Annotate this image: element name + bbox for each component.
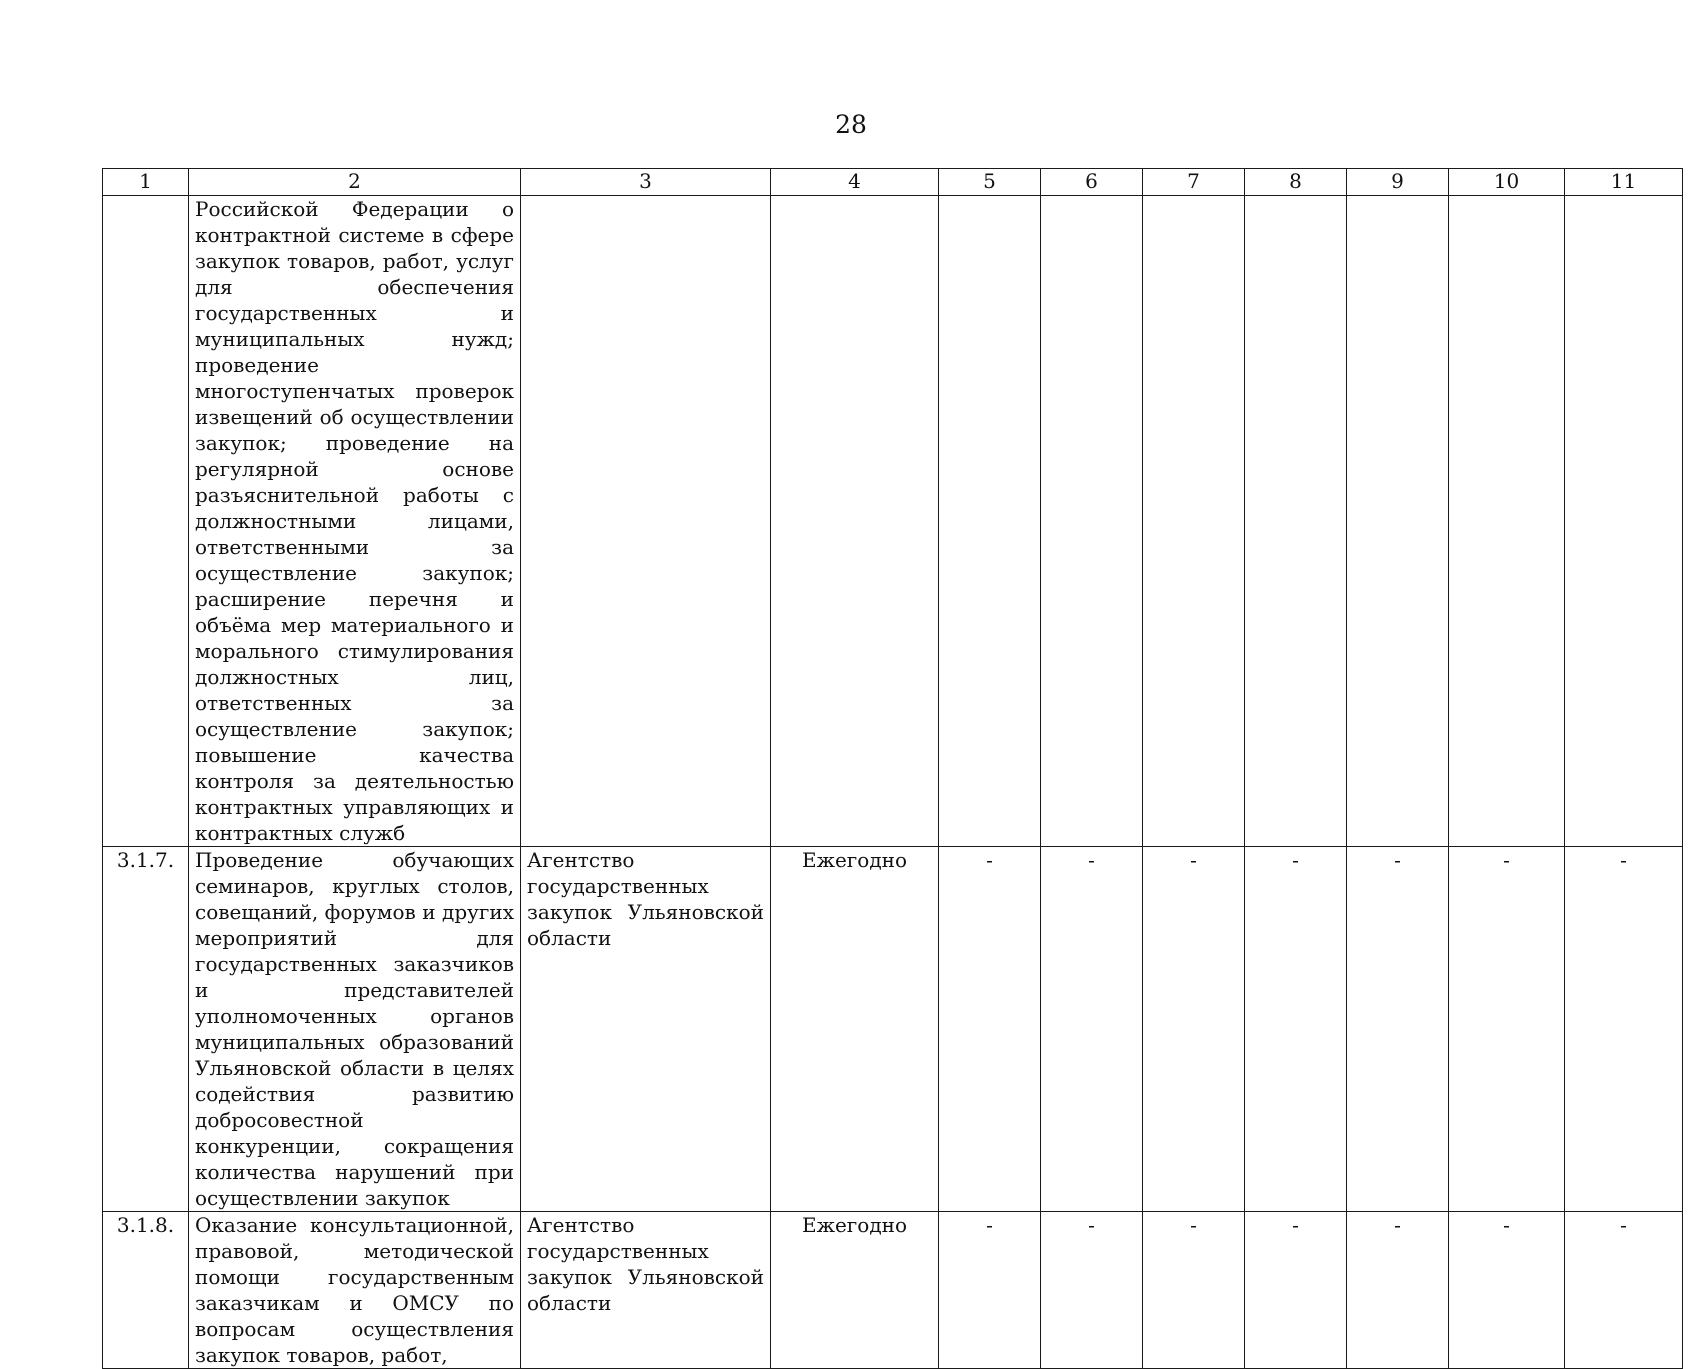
column-header-9: 9 — [1347, 169, 1449, 196]
column-header-6: 6 — [1041, 169, 1143, 196]
row-responsible: Агентство государственных закупок Ульяновской области — [521, 847, 771, 1212]
column-header-4: 4 — [771, 169, 939, 196]
row-description: Российской Федерации о контрактной системе в сфере закупок товаров, работ, услуг для обеспечения государственных и муниципальных нужд; проведение многоступенчатых проверок извещений об осуществлении закупок; проведение на регулярной основе разъяснительной работы с должностными лицами, ответственными за осуществление закупок; расширение перечня и объёма мер материального и морального стимулирования должностных лиц, ответственных за осуществление закупок; повышение качества контроля за деятельностью контрактных управляющих и контрактных служб — [189, 196, 521, 847]
row-value-7: - — [1143, 1212, 1245, 1369]
row-term: Ежегодно — [771, 1212, 939, 1369]
row-value-5: - — [939, 1212, 1041, 1369]
row-value-8: - — [1245, 1212, 1347, 1369]
column-header-3: 3 — [521, 169, 771, 196]
column-header-7: 7 — [1143, 169, 1245, 196]
table-header-row — [103, 169, 1683, 196]
row-number: 3.1.8. — [103, 1212, 189, 1369]
row-responsible: Агентство государственных закупок Ульяновской области — [521, 1212, 771, 1369]
column-header-1: 1 — [103, 169, 189, 196]
row-value-11: - — [1565, 1212, 1683, 1369]
row-value-9: - — [1347, 847, 1449, 1212]
row-term — [771, 196, 939, 847]
column-header-8: 8 — [1245, 169, 1347, 196]
row-value-6 — [1041, 196, 1143, 847]
row-value-9 — [1347, 196, 1449, 847]
table-row — [103, 1212, 1683, 1369]
row-description: Проведение обучающих семинаров, круглых столов, совещаний, форумов и других мероприятий для государственных заказчиков и представителей уполномоченных органов муниципальных образований Ульяновской области в целях содействия развитию добросовестной конкуренции, сокращения количества нарушений при осуществлении закупок — [189, 847, 521, 1212]
column-header-5: 5 — [939, 169, 1041, 196]
row-value-7 — [1143, 196, 1245, 847]
column-header-11: 11 — [1565, 169, 1683, 196]
row-value-6: - — [1041, 847, 1143, 1212]
row-value-5 — [939, 196, 1041, 847]
row-value-6: - — [1041, 1212, 1143, 1369]
row-value-10: - — [1449, 1212, 1565, 1369]
page-number: 28 — [835, 110, 867, 139]
row-value-5: - — [939, 847, 1041, 1212]
row-term: Ежегодно — [771, 847, 939, 1212]
row-description: Оказание консультационной, правовой, методической помощи государственным заказчикам и ОМСУ по вопросам осуществления закупок товаров, работ, — [189, 1212, 521, 1369]
row-value-10: - — [1449, 847, 1565, 1212]
table-row — [103, 847, 1683, 1212]
plan-table — [102, 168, 1683, 1369]
column-header-2: 2 — [189, 169, 521, 196]
row-value-10 — [1449, 196, 1565, 847]
row-number — [103, 196, 189, 847]
column-header-10: 10 — [1449, 169, 1565, 196]
row-value-7: - — [1143, 847, 1245, 1212]
row-value-8: - — [1245, 847, 1347, 1212]
row-value-11: - — [1565, 847, 1683, 1212]
row-number: 3.1.7. — [103, 847, 189, 1212]
row-value-9: - — [1347, 1212, 1449, 1369]
row-value-11 — [1565, 196, 1683, 847]
row-value-8 — [1245, 196, 1347, 847]
row-responsible — [521, 196, 771, 847]
table-row — [103, 196, 1683, 847]
